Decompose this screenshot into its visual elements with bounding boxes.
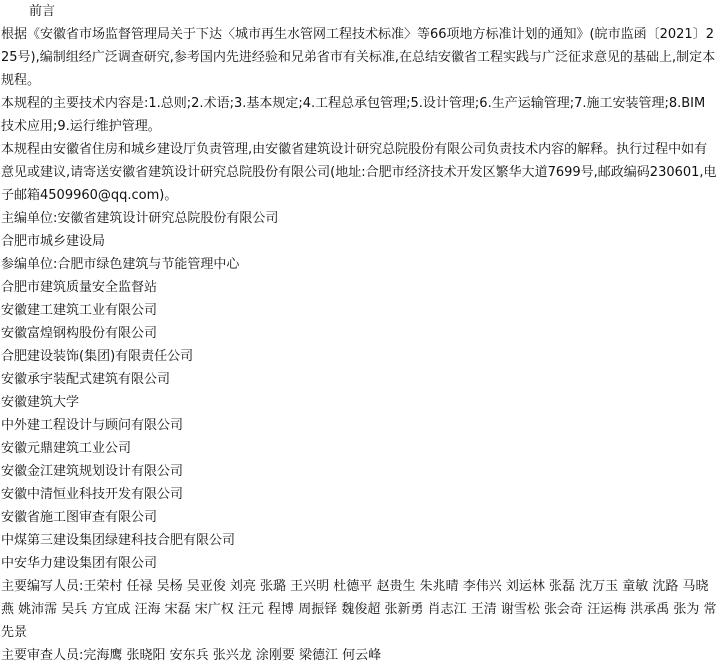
participating-unit-line: 合肥建设装饰(集团)有限责任公司 bbox=[1, 349, 194, 364]
preface-management-paragraph: 本规程由安徽省住房和城乡建设厅负责管理,由安徽省建筑设计研究总院股份有限公司负责技术内容的解释。执行过程中如有意见或建议,请寄送安徽省建筑设计研究总院股份有限公司(地址:合肥市经济技术开发区繁华大道7699号,邮政编码230601,电子邮箱4509960@qq.com)。 bbox=[1, 142, 717, 203]
chief-unit-line: 主编单位:安徽省建筑设计研究总院股份有限公司 bbox=[1, 211, 279, 226]
participating-unit-line: 中外建工程设计与顾问有限公司 bbox=[1, 418, 184, 433]
preface-content-paragraph: 本规程的主要技术内容是:1.总则;2.术语;3.基本规定;4.工程总承包管理;5.设计管理;6.生产运输管理;7.施工安装管理;8.BIM技术应用;9.运行维护管理。 bbox=[1, 96, 706, 134]
chief-unit-line: 合肥市城乡建设局 bbox=[1, 234, 106, 249]
participating-unit-line: 中煤第三建设集团绿建科技合肥有限公司 bbox=[1, 533, 236, 548]
participating-unit-line: 参编单位:合肥市绿色建筑与节能管理中心 bbox=[1, 257, 240, 272]
participating-unit-line: 中安华力建设集团有限公司 bbox=[1, 556, 158, 571]
drafters-paragraph: 主要编写人员:王荣村 任禄 吴杨 吴亚俊 刘亮 张璐 王兴明 杜德平 赵贵生 朱兆晴 李伟兴 刘运林 张磊 沈万玉 童敏 沈路 马晓燕 姚沛霈 吴兵 方宜成 汪海 宋磊 宋广权 汪元 程博 周振铎 魏俊超 张新勇 肖志江 王清 谢雪松 张会奇 汪运梅 洪承禹 张为 常先景 bbox=[1, 579, 717, 640]
preface-heading: 前言 bbox=[29, 4, 56, 19]
participating-unit-line: 安徽建工建筑工业有限公司 bbox=[1, 303, 158, 318]
participating-unit-line: 安徽省施工图审查有限公司 bbox=[1, 510, 158, 525]
participating-unit-line: 安徽中清恒业科技开发有限公司 bbox=[1, 487, 184, 502]
participating-unit-line: 安徽元鼎建筑工业公司 bbox=[1, 441, 132, 456]
participating-unit-line: 安徽金江建筑规划设计有限公司 bbox=[1, 464, 184, 479]
reviewers-paragraph: 主要审查人员:完海鹰 张晓阳 安东兵 张兴龙 涂刚要 梁德江 何云峰 bbox=[1, 648, 382, 663]
participating-unit-line: 安徽承宇装配式建筑有限公司 bbox=[1, 372, 171, 387]
participating-unit-line: 安徽建筑大学 bbox=[1, 395, 80, 410]
preface-basis-paragraph: 根据《安徽省市场监督管理局关于下达〈城市再生水管网工程技术标准〉等66项地方标准计划的通知》(皖市监函〔2021〕225号),编制组经广泛调查研究,参考国内先进经验和兄弟省市有关标准,在总结安徽省工程实践与广泛征求意见的基础上,制定本规程。 bbox=[1, 27, 716, 88]
participating-unit-line: 安徽富煌钢构股份有限公司 bbox=[1, 326, 158, 341]
participating-unit-line: 合肥市建筑质量安全监督站 bbox=[1, 280, 158, 295]
